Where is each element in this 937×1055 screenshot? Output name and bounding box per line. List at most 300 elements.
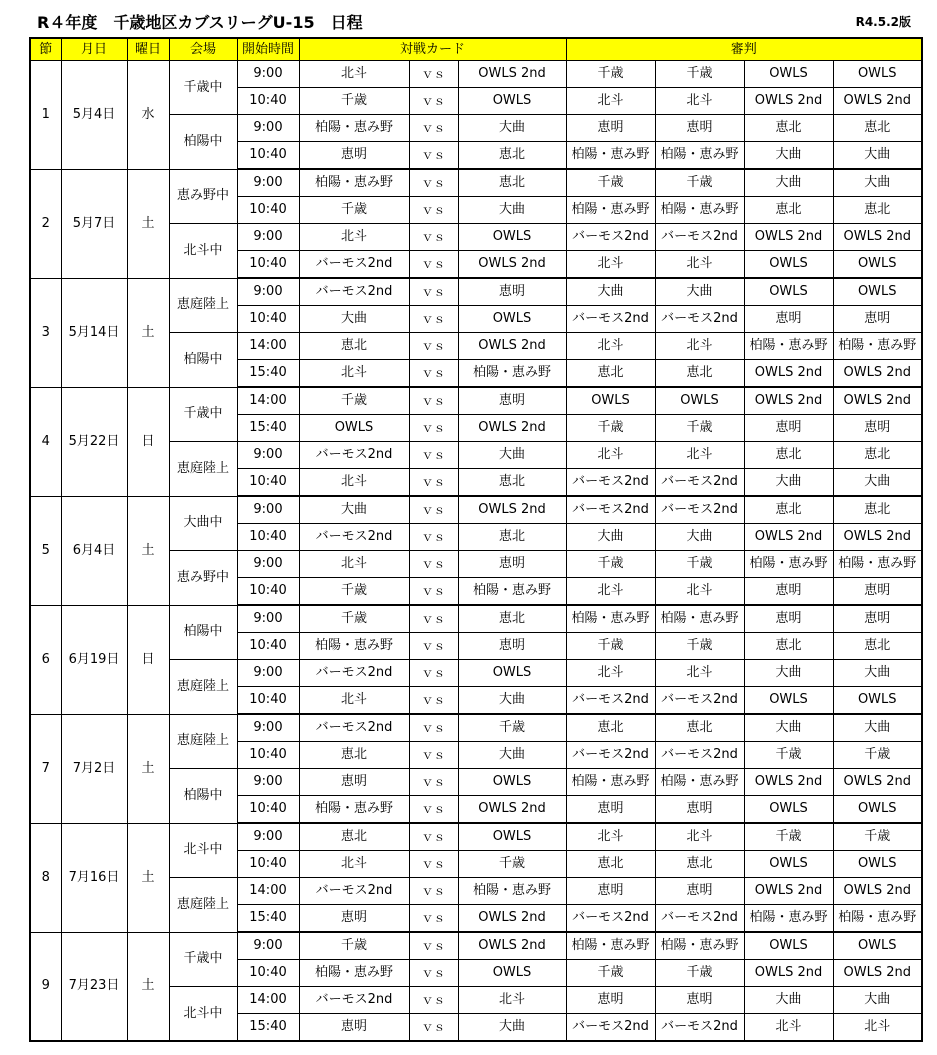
table-row xyxy=(30,932,922,960)
referee-team: OWLS 2nd xyxy=(744,387,833,415)
table-row xyxy=(30,61,922,88)
home-team: 千歳 xyxy=(299,88,409,115)
referee-team: 恵明 xyxy=(833,306,922,333)
away-team: 大曲 xyxy=(458,742,566,769)
referee-team: 大曲 xyxy=(655,524,744,551)
referee-team: 柏陽・恵み野 xyxy=(833,905,922,933)
start-time: 9:00 xyxy=(237,169,299,197)
versus-label: ｖｓ xyxy=(409,442,458,469)
start-time: 15:40 xyxy=(237,415,299,442)
referee-team: バーモス2nd xyxy=(655,742,744,769)
venue-name: 千歳中 xyxy=(169,387,237,442)
referee-team: 恵北 xyxy=(655,360,744,388)
away-team: 恵明 xyxy=(458,278,566,306)
col-header-referee: 審判 xyxy=(566,38,922,61)
round-number: 4 xyxy=(30,387,61,496)
away-team: OWLS 2nd xyxy=(458,796,566,824)
table-row xyxy=(30,496,922,524)
versus-label: ｖｓ xyxy=(409,660,458,687)
versus-label: ｖｓ xyxy=(409,496,458,524)
referee-team: 柏陽・恵み野 xyxy=(655,197,744,224)
referee-team: 千歳 xyxy=(655,169,744,197)
referee-team: バーモス2nd xyxy=(566,905,655,933)
referee-team: OWLS 2nd xyxy=(833,360,922,388)
home-team: 柏陽・恵み野 xyxy=(299,796,409,824)
referee-team: OWLS xyxy=(744,251,833,279)
away-team: 恵北 xyxy=(458,469,566,497)
away-team: 大曲 xyxy=(458,115,566,142)
referee-team: 恵北 xyxy=(744,197,833,224)
referee-team: 恵明 xyxy=(566,115,655,142)
referee-team: 恵北 xyxy=(744,115,833,142)
match-weekday: 日 xyxy=(127,605,169,714)
home-team: バーモス2nd xyxy=(299,987,409,1014)
table-row xyxy=(30,169,922,197)
referee-team: バーモス2nd xyxy=(655,224,744,251)
start-time: 9:00 xyxy=(237,660,299,687)
home-team: 千歳 xyxy=(299,605,409,633)
referee-team: 千歳 xyxy=(833,823,922,851)
referee-team: OWLS 2nd xyxy=(833,88,922,115)
away-team: OWLS xyxy=(458,306,566,333)
away-team: OWLS 2nd xyxy=(458,932,566,960)
referee-team: 恵北 xyxy=(744,442,833,469)
versus-label: ｖｓ xyxy=(409,360,458,388)
col-header-date: 月日 xyxy=(61,38,127,61)
away-team: 恵北 xyxy=(458,169,566,197)
table-row xyxy=(30,387,922,415)
match-date: 6月4日 xyxy=(61,496,127,605)
away-team: OWLS xyxy=(458,769,566,796)
referee-team: 恵明 xyxy=(833,578,922,606)
referee-team: 柏陽・恵み野 xyxy=(566,197,655,224)
match-date: 7月2日 xyxy=(61,714,127,823)
referee-team: 北斗 xyxy=(744,1014,833,1042)
match-weekday: 日 xyxy=(127,387,169,496)
home-team: バーモス2nd xyxy=(299,878,409,905)
start-time: 9:00 xyxy=(237,769,299,796)
schedule-table xyxy=(29,37,923,1042)
referee-team: 大曲 xyxy=(655,278,744,306)
referee-team: 大曲 xyxy=(744,469,833,497)
away-team: OWLS 2nd xyxy=(458,496,566,524)
versus-label: ｖｓ xyxy=(409,278,458,306)
venue-name: 柏陽中 xyxy=(169,333,237,388)
start-time: 10:40 xyxy=(237,524,299,551)
referee-team: 北斗 xyxy=(566,88,655,115)
referee-team: 恵明 xyxy=(833,415,922,442)
home-team: バーモス2nd xyxy=(299,714,409,742)
referee-team: 北斗 xyxy=(566,251,655,279)
away-team: OWLS xyxy=(458,88,566,115)
home-team: 柏陽・恵み野 xyxy=(299,960,409,987)
referee-team: OWLS 2nd xyxy=(744,88,833,115)
versus-label: ｖｓ xyxy=(409,823,458,851)
start-time: 9:00 xyxy=(237,932,299,960)
referee-team: 千歳 xyxy=(744,823,833,851)
home-team: OWLS xyxy=(299,415,409,442)
away-team: 恵明 xyxy=(458,551,566,578)
referee-team: OWLS 2nd xyxy=(833,960,922,987)
referee-team: OWLS 2nd xyxy=(744,878,833,905)
match-date: 6月19日 xyxy=(61,605,127,714)
home-team: 柏陽・恵み野 xyxy=(299,633,409,660)
referee-team: OWLS 2nd xyxy=(833,224,922,251)
referee-team: 柏陽・恵み野 xyxy=(655,142,744,170)
start-time: 10:40 xyxy=(237,687,299,715)
referee-team: 柏陽・恵み野 xyxy=(566,932,655,960)
referee-team: 千歳 xyxy=(566,960,655,987)
referee-team: バーモス2nd xyxy=(566,306,655,333)
referee-team: バーモス2nd xyxy=(566,687,655,715)
referee-team: 大曲 xyxy=(744,660,833,687)
venue-name: 北斗中 xyxy=(169,987,237,1042)
version-label: R4.5.2版 xyxy=(855,15,911,29)
match-weekday: 土 xyxy=(127,278,169,387)
away-team: 千歳 xyxy=(458,851,566,878)
referee-team: OWLS xyxy=(744,932,833,960)
away-team: OWLS 2nd xyxy=(458,251,566,279)
referee-team: 千歳 xyxy=(566,551,655,578)
versus-label: ｖｓ xyxy=(409,61,458,88)
referee-team: 恵明 xyxy=(833,605,922,633)
venue-name: 千歳中 xyxy=(169,61,237,115)
versus-label: ｖｓ xyxy=(409,88,458,115)
start-time: 10:40 xyxy=(237,306,299,333)
referee-team: 北斗 xyxy=(655,333,744,360)
referee-team: 大曲 xyxy=(833,714,922,742)
start-time: 10:40 xyxy=(237,742,299,769)
table-row xyxy=(30,278,922,306)
start-time: 14:00 xyxy=(237,333,299,360)
table-row xyxy=(30,714,922,742)
home-team: 北斗 xyxy=(299,469,409,497)
start-time: 10:40 xyxy=(237,633,299,660)
referee-team: 千歳 xyxy=(655,633,744,660)
versus-label: ｖｓ xyxy=(409,932,458,960)
away-team: OWLS 2nd xyxy=(458,61,566,88)
round-number: 3 xyxy=(30,278,61,387)
referee-team: 大曲 xyxy=(833,469,922,497)
round-number: 7 xyxy=(30,714,61,823)
home-team: 千歳 xyxy=(299,932,409,960)
referee-team: 北斗 xyxy=(655,88,744,115)
referee-team: バーモス2nd xyxy=(566,469,655,497)
col-header-start-time: 開始時間 xyxy=(237,38,299,61)
versus-label: ｖｓ xyxy=(409,1014,458,1042)
versus-label: ｖｓ xyxy=(409,742,458,769)
referee-team: バーモス2nd xyxy=(566,1014,655,1042)
venue-name: 恵み野中 xyxy=(169,551,237,606)
start-time: 10:40 xyxy=(237,796,299,824)
home-team: バーモス2nd xyxy=(299,442,409,469)
away-team: 柏陽・恵み野 xyxy=(458,878,566,905)
col-header-venue: 会場 xyxy=(169,38,237,61)
referee-team: OWLS xyxy=(744,851,833,878)
venue-name: 柏陽中 xyxy=(169,115,237,170)
round-number: 9 xyxy=(30,932,61,1041)
round-number: 5 xyxy=(30,496,61,605)
referee-team: OWLS xyxy=(833,687,922,715)
referee-team: 恵北 xyxy=(566,714,655,742)
referee-team: 恵北 xyxy=(833,197,922,224)
match-date: 7月16日 xyxy=(61,823,127,932)
referee-team: 大曲 xyxy=(833,169,922,197)
away-team: 大曲 xyxy=(458,442,566,469)
start-time: 14:00 xyxy=(237,878,299,905)
match-weekday: 水 xyxy=(127,61,169,170)
versus-label: ｖｓ xyxy=(409,960,458,987)
home-team: 恵北 xyxy=(299,823,409,851)
referee-team: 大曲 xyxy=(566,524,655,551)
venue-name: 恵庭陸上 xyxy=(169,878,237,933)
start-time: 10:40 xyxy=(237,142,299,170)
venue-name: 柏陽中 xyxy=(169,605,237,660)
referee-team: 千歳 xyxy=(655,415,744,442)
home-team: 北斗 xyxy=(299,224,409,251)
referee-team: 大曲 xyxy=(744,142,833,170)
referee-team: 恵明 xyxy=(744,306,833,333)
referee-team: 北斗 xyxy=(566,578,655,606)
start-time: 14:00 xyxy=(237,387,299,415)
referee-team: OWLS 2nd xyxy=(744,524,833,551)
referee-team: 恵北 xyxy=(833,442,922,469)
referee-team: 千歳 xyxy=(655,61,744,88)
start-time: 15:40 xyxy=(237,905,299,933)
match-weekday: 土 xyxy=(127,932,169,1041)
match-date: 5月4日 xyxy=(61,61,127,170)
home-team: 北斗 xyxy=(299,851,409,878)
venue-name: 北斗中 xyxy=(169,823,237,878)
versus-label: ｖｓ xyxy=(409,197,458,224)
referee-team: 大曲 xyxy=(744,714,833,742)
referee-team: 北斗 xyxy=(566,333,655,360)
referee-team: 恵北 xyxy=(566,851,655,878)
referee-team: バーモス2nd xyxy=(566,496,655,524)
versus-label: ｖｓ xyxy=(409,251,458,279)
referee-team: 恵明 xyxy=(655,796,744,824)
col-header-setsu: 節 xyxy=(30,38,61,61)
away-team: OWLS xyxy=(458,823,566,851)
start-time: 9:00 xyxy=(237,61,299,88)
start-time: 10:40 xyxy=(237,469,299,497)
venue-name: 恵庭陸上 xyxy=(169,660,237,715)
start-time: 14:00 xyxy=(237,987,299,1014)
versus-label: ｖｓ xyxy=(409,633,458,660)
round-number: 2 xyxy=(30,169,61,278)
start-time: 9:00 xyxy=(237,551,299,578)
away-team: 恵北 xyxy=(458,524,566,551)
referee-team: 千歳 xyxy=(744,742,833,769)
referee-team: 柏陽・恵み野 xyxy=(655,769,744,796)
referee-team: 恵明 xyxy=(655,115,744,142)
home-team: 千歳 xyxy=(299,197,409,224)
versus-label: ｖｓ xyxy=(409,578,458,606)
referee-team: 大曲 xyxy=(744,987,833,1014)
referee-team: 千歳 xyxy=(566,169,655,197)
away-team: OWLS 2nd xyxy=(458,333,566,360)
versus-label: ｖｓ xyxy=(409,469,458,497)
referee-team: 大曲 xyxy=(833,142,922,170)
venue-name: 恵み野中 xyxy=(169,169,237,224)
match-date: 7月23日 xyxy=(61,932,127,1041)
referee-team: 柏陽・恵み野 xyxy=(655,932,744,960)
referee-team: 柏陽・恵み野 xyxy=(744,333,833,360)
referee-team: 恵明 xyxy=(566,987,655,1014)
referee-team: 北斗 xyxy=(566,823,655,851)
referee-team: OWLS 2nd xyxy=(833,769,922,796)
referee-team: 恵明 xyxy=(744,605,833,633)
referee-team: 北斗 xyxy=(566,442,655,469)
referee-team: 千歳 xyxy=(655,960,744,987)
away-team: 柏陽・恵み野 xyxy=(458,578,566,606)
home-team: 柏陽・恵み野 xyxy=(299,115,409,142)
start-time: 10:40 xyxy=(237,960,299,987)
match-weekday: 土 xyxy=(127,496,169,605)
versus-label: ｖｓ xyxy=(409,224,458,251)
home-team: バーモス2nd xyxy=(299,524,409,551)
round-number: 1 xyxy=(30,61,61,170)
referee-team: 大曲 xyxy=(833,660,922,687)
referee-team: 大曲 xyxy=(744,169,833,197)
home-team: 恵明 xyxy=(299,1014,409,1042)
referee-team: OWLS 2nd xyxy=(744,960,833,987)
referee-team: 柏陽・恵み野 xyxy=(744,905,833,933)
versus-label: ｖｓ xyxy=(409,551,458,578)
referee-team: OWLS xyxy=(744,796,833,824)
start-time: 9:00 xyxy=(237,442,299,469)
versus-label: ｖｓ xyxy=(409,333,458,360)
referee-team: 北斗 xyxy=(833,1014,922,1042)
referee-team: 恵明 xyxy=(566,878,655,905)
versus-label: ｖｓ xyxy=(409,115,458,142)
referee-team: 千歳 xyxy=(833,742,922,769)
match-weekday: 土 xyxy=(127,823,169,932)
referee-team: OWLS xyxy=(833,251,922,279)
referee-team: OWLS xyxy=(833,932,922,960)
table-row xyxy=(30,605,922,633)
referee-team: OWLS xyxy=(655,387,744,415)
referee-team: 恵北 xyxy=(566,360,655,388)
referee-team: バーモス2nd xyxy=(655,1014,744,1042)
referee-team: 千歳 xyxy=(566,415,655,442)
referee-team: OWLS xyxy=(744,687,833,715)
away-team: 大曲 xyxy=(458,1014,566,1042)
referee-team: OWLS xyxy=(744,61,833,88)
referee-team: 柏陽・恵み野 xyxy=(833,333,922,360)
schedule-body xyxy=(30,61,922,1042)
table-row xyxy=(30,823,922,851)
start-time: 9:00 xyxy=(237,115,299,142)
start-time: 10:40 xyxy=(237,197,299,224)
start-time: 9:00 xyxy=(237,496,299,524)
versus-label: ｖｓ xyxy=(409,687,458,715)
referee-team: 恵北 xyxy=(833,496,922,524)
home-team: バーモス2nd xyxy=(299,660,409,687)
start-time: 9:00 xyxy=(237,823,299,851)
referee-team: 北斗 xyxy=(566,660,655,687)
home-team: 柏陽・恵み野 xyxy=(299,169,409,197)
home-team: 恵明 xyxy=(299,769,409,796)
referee-team: 柏陽・恵み野 xyxy=(744,551,833,578)
away-team: 大曲 xyxy=(458,197,566,224)
versus-label: ｖｓ xyxy=(409,714,458,742)
start-time: 10:40 xyxy=(237,88,299,115)
referee-team: バーモス2nd xyxy=(566,742,655,769)
home-team: 大曲 xyxy=(299,306,409,333)
away-team: OWLS 2nd xyxy=(458,415,566,442)
away-team: 恵北 xyxy=(458,142,566,170)
start-time: 9:00 xyxy=(237,278,299,306)
referee-team: OWLS 2nd xyxy=(744,360,833,388)
venue-name: 大曲中 xyxy=(169,496,237,551)
match-date: 5月22日 xyxy=(61,387,127,496)
start-time: 10:40 xyxy=(237,851,299,878)
away-team: OWLS 2nd xyxy=(458,905,566,933)
versus-label: ｖｓ xyxy=(409,306,458,333)
start-time: 10:40 xyxy=(237,578,299,606)
referee-team: 柏陽・恵み野 xyxy=(655,605,744,633)
referee-team: 恵明 xyxy=(566,796,655,824)
referee-team: OWLS xyxy=(744,278,833,306)
start-time: 9:00 xyxy=(237,224,299,251)
referee-team: バーモス2nd xyxy=(655,496,744,524)
away-team: 恵明 xyxy=(458,387,566,415)
referee-team: OWLS 2nd xyxy=(744,224,833,251)
venue-name: 恵庭陸上 xyxy=(169,714,237,769)
versus-label: ｖｓ xyxy=(409,878,458,905)
referee-team: 北斗 xyxy=(655,251,744,279)
home-team: 北斗 xyxy=(299,61,409,88)
start-time: 15:40 xyxy=(237,360,299,388)
start-time: 9:00 xyxy=(237,714,299,742)
referee-team: OWLS xyxy=(833,851,922,878)
versus-label: ｖｓ xyxy=(409,524,458,551)
venue-name: 恵庭陸上 xyxy=(169,442,237,497)
versus-label: ｖｓ xyxy=(409,905,458,933)
referee-team: バーモス2nd xyxy=(655,905,744,933)
match-date: 5月14日 xyxy=(61,278,127,387)
referee-team: 恵北 xyxy=(833,115,922,142)
away-team: 大曲 xyxy=(458,687,566,715)
referee-team: 恵明 xyxy=(744,415,833,442)
referee-team: 恵明 xyxy=(744,578,833,606)
versus-label: ｖｓ xyxy=(409,142,458,170)
home-team: 恵明 xyxy=(299,142,409,170)
referee-team: OWLS xyxy=(566,387,655,415)
referee-team: 大曲 xyxy=(833,987,922,1014)
home-team: 恵北 xyxy=(299,333,409,360)
referee-team: 柏陽・恵み野 xyxy=(566,142,655,170)
venue-name: 柏陽中 xyxy=(169,769,237,824)
home-team: 千歳 xyxy=(299,578,409,606)
home-team: 北斗 xyxy=(299,687,409,715)
referee-team: 北斗 xyxy=(655,578,744,606)
referee-team: 恵北 xyxy=(655,851,744,878)
home-team: 恵明 xyxy=(299,905,409,933)
versus-label: ｖｓ xyxy=(409,796,458,824)
referee-team: OWLS xyxy=(833,796,922,824)
referee-team: 大曲 xyxy=(566,278,655,306)
referee-team: 北斗 xyxy=(655,442,744,469)
referee-team: バーモス2nd xyxy=(655,687,744,715)
home-team: 北斗 xyxy=(299,360,409,388)
referee-team: 千歳 xyxy=(566,61,655,88)
referee-team: バーモス2nd xyxy=(655,469,744,497)
away-team: OWLS xyxy=(458,224,566,251)
versus-label: ｖｓ xyxy=(409,387,458,415)
home-team: バーモス2nd xyxy=(299,251,409,279)
